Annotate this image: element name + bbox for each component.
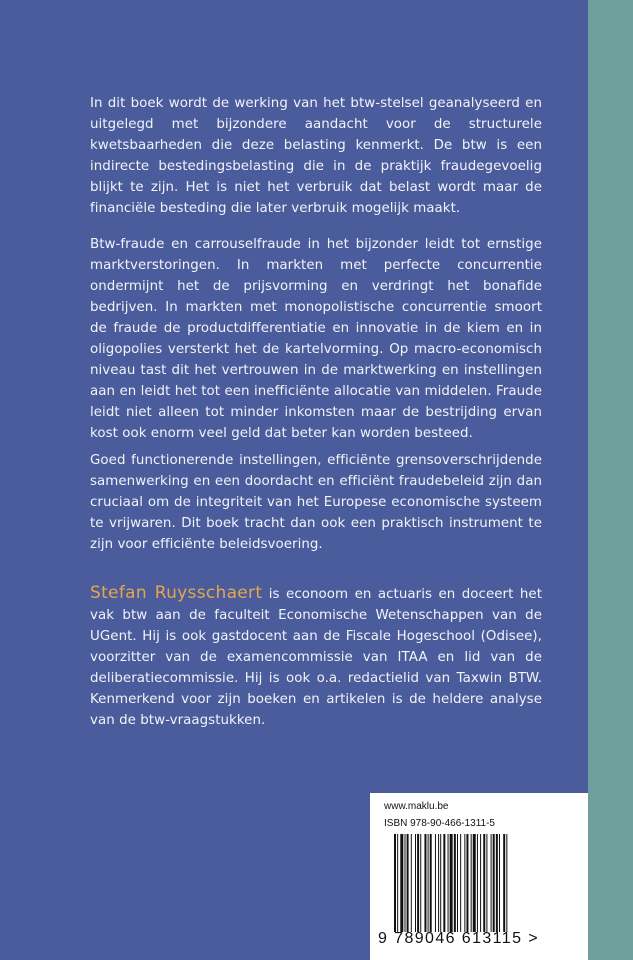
barcode-bar [496, 834, 498, 932]
barcode-bar [405, 834, 406, 932]
barcode-bar [443, 834, 445, 932]
barcode-bar [454, 834, 456, 932]
barcode-bar [477, 834, 478, 932]
barcode-bar [407, 834, 409, 932]
barcode-bar [471, 834, 472, 932]
barcode-bar [440, 834, 441, 932]
description-paragraph-1: In dit boek wordt de werking van het btw-stelsel geanalyseerd en uitgelegd met bijzondere aandacht voor de structurele kwetsbaarheden die deze belasting kenmerkt. De btw is een indirecte bestedingsbelasting die in de praktijk fraudegevoelig blijkt te zijn. Het is niet het verbruik dat belast wordt maar de financiële besteding die later verbruik mogelijk maakt. [90, 96, 542, 216]
barcode-bar [506, 834, 507, 932]
barcode-bar [499, 834, 500, 932]
barcode-bar [424, 834, 426, 932]
barcode-bar [460, 834, 461, 932]
barcode-bar [397, 834, 398, 932]
barcode-bar [394, 834, 396, 932]
barcode-digits: 9 789046 613115 > [378, 930, 539, 947]
barcode-bar [417, 834, 419, 932]
barcode-bar [457, 834, 458, 932]
barcode-panel [370, 793, 588, 960]
description-paragraph-3: Goed functionerende instellingen, efficiënte grensoverschrijdende samenwerking en een doordacht en efficiënt fraudebeleid zijn dan cruciaal om de integriteit van het Europese economische systeem te vrijwaren. Dit boek tracht dan ook een praktisch instrument te zijn voor efficiënte beleidsvoering. [90, 453, 542, 552]
barcode-bar [420, 834, 421, 932]
barcode-bar [486, 834, 487, 932]
barcode-bar [400, 834, 403, 932]
author-bio-text: is econoom en actuaris en doceert het vak btw aan de faculteit Economische Wetenschappen van de UGent. Hij is ook gastdocent aan de Fiscale Hogeschool (Odisee), voorzitter van de examencommissie van ITAA en lid van de deliberatiecommissie. Hij is ook o.a. redactielid van Taxwin BTW. Kenmerkend voor zijn boeken en artikelen is de heldere analyse van de btw-vraagstukken. [90, 587, 542, 728]
barcode-bar [415, 834, 416, 932]
barcode-bar [435, 834, 436, 932]
barcode-bar [491, 834, 492, 932]
barcode-bar [473, 834, 476, 932]
spine-strip [588, 0, 633, 960]
author-name: Stefan Ruysschaert [90, 583, 263, 603]
barcode-bar [464, 834, 465, 932]
barcode-bar [448, 834, 449, 932]
barcode-bar [480, 834, 481, 932]
author-bio [90, 583, 542, 731]
barcode-bar [411, 834, 412, 932]
description-paragraph-2: Btw-fraude en carrouselfraude in het bijzonder leidt tot ernstige marktverstoringen. In markten met perfecte concurrentie ondermijnt het de prijsvorming en verdringt het bonafide bedrijven. In markten met monopolistische concurrentie smoort de fraude de productdifferentiatie en innovatie in de kiem en in oligopolies versterkt het de kartelvorming. Op macro-economisch niveau tast dit het vertrouwen in de marktwerking en instellingen aan en leidt het tot een inefficiënte allocatie van middelen. Fraude leidt niet alleen tot minder inkomsten maar de bestrijding ervan kost ook enorm veel geld dat beter kan worden besteed. [90, 237, 542, 441]
barcode-bar [503, 834, 505, 932]
barcode-bar [428, 834, 429, 932]
barcode-bar [438, 834, 439, 932]
barcode-bar [450, 834, 453, 932]
barcode-bar [483, 834, 485, 932]
barcode-icon [394, 834, 554, 932]
barcode-bar [493, 834, 495, 932]
barcode-bar [430, 834, 432, 932]
barcode-bar [466, 834, 468, 932]
publisher-url: www.maklu.be [384, 801, 449, 812]
isbn-label: ISBN 978-90-466-1311-5 [384, 818, 495, 829]
